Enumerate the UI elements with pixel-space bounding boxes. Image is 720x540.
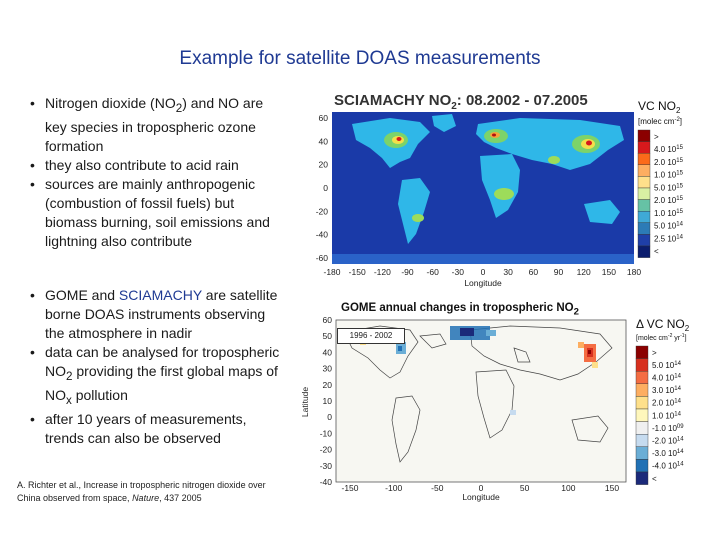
bullet-text-highlight: SCIAMACHY [118, 287, 202, 303]
map2-legend-unit: [molec $cm^{-2}$ $yr^{-1}$] [636, 333, 687, 342]
map1-x-tick-label: -150 [348, 267, 366, 277]
map2-x-tick-label: -100 [385, 483, 403, 493]
map2-legend-label: 2.0 $10^{14}$ [652, 398, 681, 408]
map2-legend-label: -1.0 $10^{09}$ [652, 423, 684, 433]
map1-x-tick-label: 180 [626, 267, 642, 277]
map1-x-tick-label: -60 [426, 267, 439, 277]
map2-title: GOME annual changes in tropospheric $NO_2$ [341, 302, 579, 318]
map2-x-tick-label: -150 [341, 483, 359, 493]
bullet-text: they also contribute to acid rain [45, 156, 239, 173]
map2-y-tick-label: -10 [319, 428, 332, 439]
map2-y-tick-label: 20 [322, 379, 332, 390]
map2-legend-label: -4.0 $10^{14}$ [652, 461, 684, 471]
map1-y-axis [316, 113, 329, 263]
map1-legend-swatch [638, 211, 650, 223]
bullet-item [28, 286, 286, 343]
map2-y-tick-label: 30 [322, 363, 332, 374]
bullet-text: sources are mainly anthropogenic (combustion of fossil fuels) but biomass burning, soil emissions and lightning also contribute [45, 175, 270, 249]
map2-period-box: 1996 - 2002 [337, 328, 405, 344]
bullet-item [28, 175, 286, 251]
citation-rest: , 437 2005 [159, 493, 202, 503]
map2-legend-label: 5.0 $10^{14}$ [652, 360, 681, 370]
map2-legend-swatch [636, 422, 648, 435]
map2-legend-label: 4.0 $10^{14}$ [652, 373, 681, 383]
map1-legend-swatch [638, 142, 650, 154]
map1-x-tick-label: -180 [323, 267, 341, 277]
map2-y-tick-label: 10 [322, 396, 332, 406]
map1-legend-swatch [638, 130, 650, 142]
map2-legend-swatch [636, 434, 648, 447]
bullet-item [28, 410, 286, 448]
map2-legend-label: < [652, 474, 657, 484]
citation [17, 479, 287, 505]
subscript: 2 [66, 369, 73, 383]
map2-x-tick-label: 100 [561, 483, 576, 493]
map1-legend-label: > [654, 132, 659, 142]
sciamachy-map-figure [290, 88, 720, 288]
map1-x-tick-label: 150 [601, 267, 616, 277]
map1-x-axis [323, 267, 641, 277]
map2-legend-swatch [636, 359, 648, 372]
map1-legend-swatch [638, 234, 650, 246]
bullet-list-bottom [28, 286, 286, 448]
map2-y-tick-label: -30 [319, 460, 332, 471]
map1-legend-swatch [638, 200, 650, 212]
citation-journal: Nature [132, 493, 160, 503]
subscript: 2 [175, 101, 183, 115]
map1-legend-swatch [638, 223, 650, 235]
map2-x-label: Longitude [462, 492, 500, 502]
map2-legend-swatch [636, 447, 648, 460]
map2-x-tick-label: 50 [519, 483, 530, 493]
citation-text: A. Richter et al., Increase in tropospheric nitrogen dioxide over China observed from space, [17, 480, 266, 503]
map2-legend-swatch [636, 384, 648, 397]
map2-legend-swatch [636, 472, 648, 485]
map1-x-label: Longitude [464, 278, 502, 288]
map2-y-tick-label: 0 [327, 412, 332, 423]
map2-legend-label: -2.0 $10^{14}$ [652, 436, 684, 446]
map2-y-axis [320, 315, 333, 487]
map1-x-tick-label: 120 [576, 267, 591, 277]
map1-legend-unit: [molec $cm^{-2}$] [638, 117, 683, 126]
map1-legend-label: 1.0 $10^{15}$ [654, 208, 683, 218]
map1-legend [638, 99, 684, 258]
map2-legend-title: Δ VC $NO_2$ [636, 317, 690, 333]
map2-legend-swatch [636, 371, 648, 384]
bullet-text: pollution [71, 386, 128, 403]
map1-legend-label: 1.0 $10^{15}$ [654, 170, 683, 180]
map2-y-tick-label: -40 [319, 477, 332, 487]
map1-y-tick-label: 40 [318, 136, 328, 147]
map2-legend-label: > [652, 348, 657, 358]
map1-y-tick-label: 0 [323, 183, 328, 193]
map1-x-tick-label: -30 [451, 267, 464, 277]
slide-title: Example for satellite DOAS measurements [179, 48, 541, 69]
map1-y-tick-label: 60 [318, 113, 328, 123]
map2-y-label: Latitude [300, 386, 310, 418]
map1-legend-swatch [638, 176, 650, 188]
map2-x-tick-label: 0 [478, 483, 484, 493]
bullet-text: ) and NO are key species in tropospheric ozone formation [45, 95, 264, 154]
map2-x-tick-label: -50 [431, 483, 444, 493]
map1-legend-label: < [654, 247, 659, 257]
bullet-item [28, 94, 286, 156]
bullet-item [28, 156, 286, 175]
map2-legend-swatch [636, 346, 648, 359]
map2-legend-label: 1.0 $10^{14}$ [652, 411, 681, 421]
map2-x-tick-label: 150 [604, 483, 620, 493]
bullet-text: data can be analysed for tropospheric NO [45, 344, 280, 379]
map1-title: SCIAMACHY $NO_2$: 08.2002 - 07.2005 [334, 92, 588, 112]
map1-x-tick-label: 30 [503, 267, 513, 277]
map2-legend-swatch [636, 409, 648, 422]
map2-y-tick-label: 50 [322, 331, 332, 342]
subscript: x [66, 393, 72, 407]
map2-legend-label: 3.0 $10^{14}$ [652, 386, 681, 396]
map1-x-tick-label: 60 [528, 267, 539, 277]
map2-legend-label: -3.0 $10^{14}$ [652, 449, 684, 459]
bullet-item [28, 343, 286, 410]
map1-legend-label: 4.0 $10^{15}$ [654, 145, 683, 155]
map1-y-tick-label: -20 [315, 206, 328, 217]
map2-y-tick-label: 40 [322, 347, 332, 358]
map1-legend-label: 2.0 $10^{15}$ [654, 196, 683, 206]
map1-legend-label: 2.5 $10^{14}$ [654, 234, 683, 244]
bullet-list-top [28, 94, 286, 251]
map1-legend-label: 2.0 $10^{15}$ [654, 157, 683, 167]
bullet-text: GOME and [45, 287, 119, 303]
map1-x-tick-label: 0 [480, 267, 486, 277]
map1-y-tick-label: -60 [315, 253, 328, 263]
bullet-text: after 10 years of measurements, trends can also be observed [45, 410, 247, 446]
map1-legend-swatch [638, 153, 650, 165]
bullet-text: providing the first global maps of NO [45, 363, 278, 403]
map1-legend-label: 5.0 $10^{14}$ [654, 221, 683, 231]
map1-x-tick-label: -90 [401, 267, 414, 277]
map2-legend-swatch [636, 459, 648, 472]
map1-legend-label: 5.0 $10^{15}$ [654, 183, 683, 193]
map1-y-tick-label: -40 [315, 229, 328, 240]
map1-y-tick-label: 20 [318, 159, 328, 170]
bullet-text: Nitrogen dioxide (NO [45, 95, 176, 111]
map2-legend-swatch [636, 396, 648, 409]
map1-legend-swatch [638, 246, 650, 258]
map2-legend [636, 317, 690, 485]
map1-legend-swatch [638, 188, 650, 200]
map1-x-tick-label: 90 [553, 267, 564, 277]
map2-y-tick-label: 60 [322, 315, 332, 325]
map1-x-tick-label: -120 [373, 267, 391, 277]
map1-legend-title: VC $NO_2$ [638, 99, 681, 115]
bullet-text: are satellite borne DOAS instruments observing the atmosphere in nadir [45, 287, 278, 341]
map2-y-tick-label: -20 [319, 444, 332, 455]
map1-legend-swatch [638, 165, 650, 177]
